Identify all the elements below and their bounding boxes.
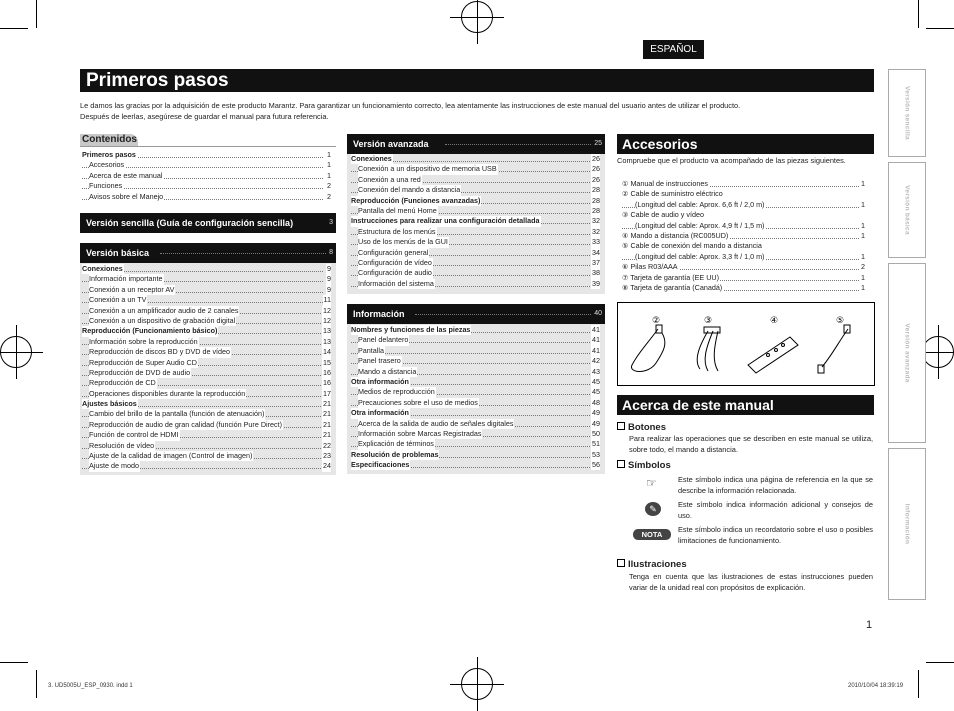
accessory-label: ② Cable de suministro eléctrico [622,189,723,199]
toc-row[interactable] [82,181,331,191]
toc-page: 21 [323,430,331,440]
toc-label: Configuración de vídeo [358,257,432,267]
pencil-note-icon: ✎ [645,502,661,516]
toc-row[interactable] [82,368,331,378]
toc-page: 17 [323,388,331,398]
registration-mark [0,336,32,368]
toc-label: Información sobre Marcas Registradas [358,428,482,438]
toc-label: Especificaciones [351,460,410,470]
accessory-label: ⑦ Tarjeta de garantía (EE UU) [622,272,719,282]
toc-page: 13 [323,326,331,336]
toc-page: 38 [592,268,600,278]
toc-row[interactable] [351,196,600,206]
toc-row[interactable] [351,377,600,387]
toc-row[interactable] [351,185,600,195]
toc-label: Configuración general [358,247,429,257]
crop-mark [918,670,919,698]
figure-label: ④ [770,316,779,326]
toc-row[interactable] [351,248,600,258]
toc-row[interactable] [351,335,600,345]
toc-row[interactable] [351,419,600,429]
toc-page: 14 [323,347,331,357]
toc-row[interactable] [351,237,600,247]
toc-page: 26 [592,154,600,163]
toc-label: Reproducción de audio de gran calidad (función Pure Direct) [89,419,282,429]
leader [415,314,591,315]
toc-page: 39 [592,278,600,288]
accessory-label: ⑥ Pilas R03/AAA [622,262,678,272]
toc-page: 33 [592,237,600,247]
toc-label: Ajuste de modo [89,461,139,471]
toc-row[interactable] [82,358,331,368]
toc-page: 50 [592,428,600,438]
toc-label: Medios de reproducción [358,387,435,397]
toc-row[interactable] [351,356,600,366]
accessory-item [622,283,865,293]
accessory-qty: 1 [861,272,865,282]
accessory-item [622,189,865,199]
toc-label: Conexión a un receptor AV [89,284,175,294]
remote-control-icon [748,337,798,373]
toc-page: 51 [592,439,600,449]
toc-label: Cambio del brillo de la pantalla (función de atenuación) [89,409,265,419]
toc-label: Reproducción de discos BD y DVD de vídeo [89,347,231,357]
toc-label: Conexión a un dispositivo de grabación digital [89,315,236,325]
page-title: Primeros pasos [86,70,229,91]
toc-label: Otra información [351,408,409,418]
toc-label: Reproducción (Funciones avanzadas) [351,195,481,205]
symbol1-text: Este símbolo indica una página de referencia en la que se describe la información relacionada. [678,475,873,495]
toc-page: 2 [327,181,331,191]
toc-page: 21 [323,419,331,429]
toc-label: Conexión del mando a distancia [358,185,461,195]
toc-row[interactable] [82,274,331,284]
accessory-label: ① Manual de instrucciones [622,179,708,188]
section-basic-bar[interactable] [80,243,336,263]
toc-row[interactable] [82,171,331,181]
toc-label: Reproducción de Super Audio CD [89,357,197,367]
accessory-item [622,231,865,241]
toc-row[interactable] [351,164,600,174]
toc-label: Primeros pasos [82,150,136,159]
toc-label: Funciones [89,181,123,191]
toc-page: 26 [592,174,600,184]
registration-mark [922,336,954,368]
toc-label: Resolución de vídeo [89,440,155,450]
toc-page: 1 [327,150,331,159]
section-info-page: 40 [594,310,602,317]
toc-page: 24 [323,461,331,471]
toc-row[interactable] [82,306,331,316]
toc-label: Estructura de los menús [358,226,436,236]
accessory-item [622,262,865,272]
footer-file: 3. UD5005U_ESP_0930. indd 1 [48,683,133,689]
toc-label: Información sobre la reproducción [89,336,198,346]
remote-cable-icon [818,325,850,373]
toc-row[interactable] [82,337,331,347]
toc-label: Explicación de términos [358,439,434,449]
toc-label: Conexión a un dispositivo de memoria USB [358,164,497,174]
registration-mark [461,668,493,700]
toc-page: 41 [592,335,600,345]
accessories-list [622,179,865,293]
toc-page: 28 [592,205,600,215]
toc-page: 16 [323,378,331,388]
toc-page: 22 [323,440,331,450]
toc-advanced [351,154,600,289]
toc-row[interactable] [351,398,600,408]
figure-label: ③ [704,316,713,326]
toc-row[interactable] [351,268,600,278]
toc-label: Función de control de HDMI [89,430,179,440]
toc-page: 49 [592,408,600,418]
figure-label: ② [652,316,661,326]
toc-label: Pantalla del menú Home [358,205,437,215]
toc-row[interactable] [351,460,600,470]
accessory-item [622,221,865,231]
toc-row[interactable] [351,387,600,397]
toc-label: Información importante [89,274,163,284]
section-info-label: Información [353,309,405,319]
accessory-label: ⑧ Tarjeta de garantía (Canadá) [622,282,723,292]
toc-row[interactable] [351,227,600,237]
toc-page: 9 [327,264,331,273]
accessory-label: (Longitud del cable: Aprox. 6,6 ft / 2,0 m) [635,199,765,209]
language-tab: ESPAÑOL [643,40,704,59]
toc-page: 12 [323,305,331,315]
ilustraciones-heading: Ilustraciones [617,559,687,570]
toc-row[interactable] [351,154,600,164]
crop-mark [0,662,28,663]
toc-label: Panel delantero [358,335,409,345]
accessory-item [622,210,865,220]
acerca-header: Acerca de este manual [617,395,874,415]
toc-page: 37 [592,257,600,267]
contents-heading: Contenidos [82,134,137,145]
toc-page: 26 [592,164,600,174]
toc-label: Resolución de problemas [351,449,439,459]
toc-row[interactable] [82,409,331,419]
toc-row[interactable] [82,160,331,170]
accesorios-intro: Compruebe que el producto va acompañado de las piezas siguientes. [617,156,846,165]
accessories-figure [617,302,875,386]
toc-row[interactable] [82,399,331,409]
botones-text: Para realizar las operaciones que se describen en este manual se utiliza, sobre todo, el mando a distancia. [629,434,873,454]
accessory-qty: 1 [861,230,865,240]
accessory-item [622,179,865,189]
section-simple-bar[interactable] [80,213,336,233]
toc-row[interactable] [82,326,331,336]
toc-page: 42 [592,356,600,366]
toc-row[interactable] [82,285,331,295]
section-advanced-page: 25 [594,140,602,147]
symbol2-text: Este símbolo indica información adicional y consejos de uso. [678,500,873,520]
toc-page: 12 [323,315,331,325]
toc-row[interactable] [351,439,600,449]
toc-page: 45 [592,376,600,386]
registration-mark [461,1,493,33]
toc-row[interactable] [351,279,600,289]
toc-page: 41 [592,345,600,355]
toc-page: 21 [323,399,331,409]
toc-row[interactable] [351,325,600,335]
section-advanced-bar[interactable] [347,134,605,154]
toc-label: Mando a distancia [358,366,417,376]
side-tab-informacion[interactable]: Información [888,448,926,600]
toc-label: Conexión a un amplificador audio de 2 canales [89,305,239,315]
toc-info [351,325,600,470]
toc-label: Conexión a un TV [89,295,147,305]
crop-mark [0,28,28,29]
toc-label: Acerca de la salida de audio de señales digitales [358,418,514,428]
accessory-item [622,241,865,251]
toc-page: 41 [592,325,600,334]
toc-label: Ajustes básicos [82,399,137,409]
toc-page: 32 [592,226,600,236]
botones-heading: Botones [617,422,666,433]
section-basic-label: Versión básica [86,248,150,258]
simbolos-heading: Símbolos [617,460,671,471]
toc-page: 9 [327,284,331,294]
toc-page: 28 [592,195,600,205]
accessory-qty: 1 [861,251,865,261]
toc-row[interactable] [351,429,600,439]
accessory-item [622,200,865,210]
toc-label: Configuración de audio [358,268,432,278]
leader [445,144,591,145]
toc-row[interactable] [82,264,331,274]
page-number: 1 [866,619,873,631]
toc-label: Pantalla [358,345,384,355]
crop-mark [918,0,919,28]
toc-label: Información del sistema [358,278,434,288]
side-tab-basica[interactable]: Versión básica [888,162,926,258]
toc-label: Reproducción (Funcionamiento básico) [82,326,218,336]
footer-date: 2010/10/04 18:39:19 [848,683,904,689]
leader-dots [351,353,592,354]
toc-label: Ajuste de la calidad de imagen (Control de imagen) [89,451,253,461]
accessory-qty: 1 [861,199,865,209]
toc-page: 48 [592,397,600,407]
toc-row[interactable] [82,347,331,357]
bullet-square-icon [617,559,625,567]
divider [80,146,336,147]
toc-label: Reproducción de CD [89,378,156,388]
toc-row[interactable] [82,378,331,388]
toc-row[interactable] [82,192,331,202]
toc-page: 56 [592,460,600,470]
toc-label: Accesorios [89,160,125,170]
toc-page: 11 [323,295,331,305]
toc-label: Panel trasero [358,356,401,366]
toc-label: Otra información [351,376,409,386]
power-cable-icon [631,325,664,372]
toc-row[interactable] [351,408,600,418]
crop-mark [36,0,37,28]
toc-row[interactable] [351,367,600,377]
av-cable-icon [697,327,720,371]
toc-row[interactable] [82,389,331,399]
toc-row[interactable] [82,420,331,430]
section-simple-label: Versión sencilla (Guía de configuración sencilla) [86,218,294,228]
side-tab-avanzada[interactable]: Versión avanzada [888,263,926,443]
accessory-item [622,273,865,283]
crop-mark [36,670,37,698]
intro-text: Le damos las gracias por la adquisición de este producto Marantz. Para garantizar un funcionamiento correcto, lea atentamente las instrucciones de este manual del usuario antes de utilizar el producto. Después de leerlas, asegúrese de guardar el manual para futura referencia. [80,101,741,121]
crop-mark [926,662,954,663]
toc-row[interactable] [351,175,600,185]
leader [160,253,326,254]
nota-badge: NOTA [633,529,671,540]
toc-page: 43 [592,366,600,376]
toc-page: 34 [592,247,600,257]
toc-row[interactable] [351,216,600,226]
bullet-square-icon [617,460,625,468]
toc-page: 9 [327,274,331,284]
accesorios-header: Accesorios [617,134,874,154]
figure-label: ⑤ [836,316,845,326]
toc-row[interactable] [82,441,331,451]
toc-page: 15 [323,357,331,367]
toc-label: Instrucciones para realizar una configuración detallada [351,216,540,226]
accessory-label: ③ Cable de audio y vídeo [622,210,704,220]
toc-page: 53 [592,449,600,459]
toc-row[interactable] [82,316,331,326]
section-info-bar[interactable] [347,304,605,324]
toc-label: Reproducción de DVD de audio [89,367,191,377]
accessory-qty: 2 [861,262,865,272]
toc-row[interactable] [82,150,331,160]
toc-page: 45 [592,387,600,397]
toc-row[interactable] [351,206,600,216]
accessory-label: ⑤ Cable de conexión del mando a distancia [622,241,762,251]
toc-row[interactable] [82,430,331,440]
accessory-qty: 1 [861,220,865,230]
toc-page: 32 [592,216,600,226]
toc-row[interactable] [351,346,600,356]
toc-label: Conexiones [82,264,123,273]
accessory-label: (Longitud del cable: Aprox. 4,9 ft / 1,5 m) [635,220,765,230]
section-advanced-label: Versión avanzada [353,139,429,149]
accessory-qty: 1 [861,179,865,188]
toc-row[interactable] [351,258,600,268]
accessory-item [622,252,865,262]
ilustraciones-text: Tenga en cuenta que las ilustraciones de estas instrucciones pueden variar de la unidad real con propósitos de explicación. [629,572,873,592]
toc-page: 13 [323,336,331,346]
toc-page: 2 [327,191,331,201]
toc-page: 16 [323,367,331,377]
symbol3-text: Este símbolo indica un recordatorio sobre el uso o posibles limitaciones de funcionamiento. [678,525,873,545]
toc-label: Operaciones disponibles durante la reproducción [89,388,246,398]
accessory-label: (Longitud del cable: Aprox. 3,3 ft / 1,0 m) [635,251,765,261]
accessory-label: ④ Mando a distancia (RC005UD) [622,230,729,240]
toc-page: 1 [327,170,331,180]
section-simple-page: 3 [329,219,333,226]
toc-label: Precauciones sobre el uso de medios [358,397,478,407]
toc-basic [82,264,331,472]
toc-page: 21 [323,409,331,419]
toc-page: 23 [323,451,331,461]
toc-row[interactable] [82,295,331,305]
toc-label: Uso de los menús de la GUI [358,237,448,247]
section-basic-page: 8 [329,249,333,256]
toc-label: Conexiones [351,154,392,163]
bullet-square-icon [617,422,625,430]
toc-row[interactable] [351,450,600,460]
accessory-qty: 1 [861,282,865,292]
toc-label: Nombres y funciones de las piezas [351,325,471,334]
side-tab-sencilla[interactable]: Versión sencilla [888,69,926,157]
toc-page: 28 [592,185,600,195]
accessories-illustration [618,303,874,385]
pointing-hand-icon: ☞ [646,476,657,490]
page-title-bar [80,69,874,92]
toc-label: Conexión a una red [358,174,421,184]
toc-row[interactable] [82,461,331,471]
toc-page: 49 [592,418,600,428]
toc-row[interactable] [82,451,331,461]
toc-page: 1 [327,160,331,170]
toc-label: Avisos sobre el Manejo [89,191,164,201]
toc-label: Acerca de este manual [89,170,163,180]
toc-primeros [82,150,331,202]
crop-mark [926,28,954,29]
